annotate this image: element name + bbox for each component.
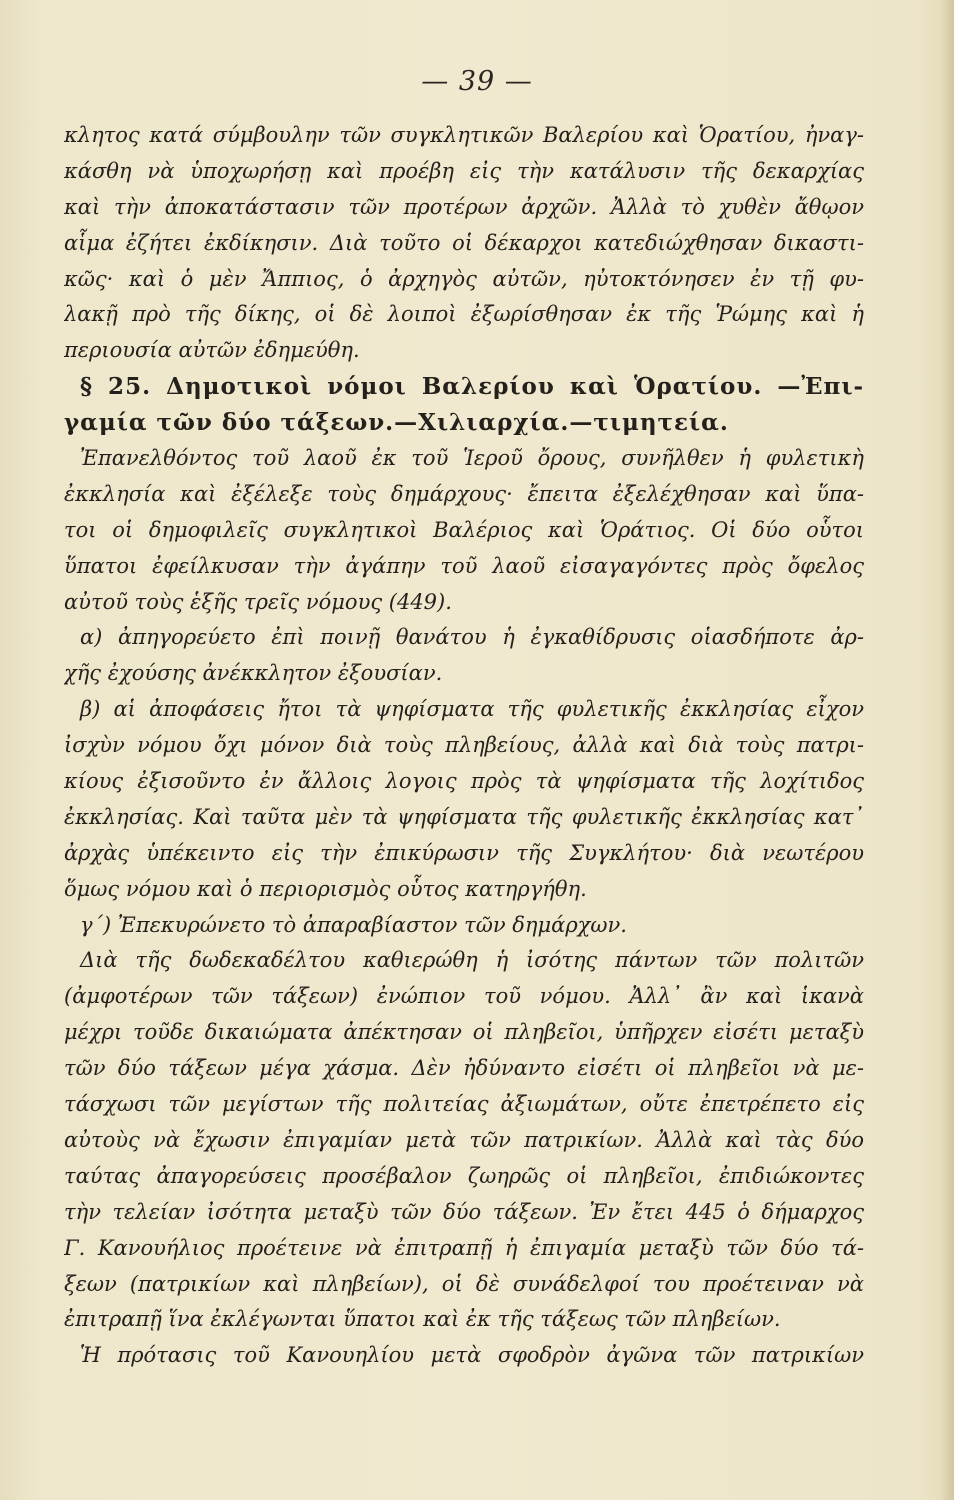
text-line: ξεων (πατρικίων καὶ πληβείων), οἱ δὲ συνάδελφοί του προέτειναν νὰ	[64, 1271, 864, 1296]
section-heading: § 25. Δημοτικοὶ νόμοι Βαλερίου καὶ Ὁρατίου. —Ἐπι-	[80, 373, 864, 401]
text-line: γ´) Ἐπεκυρώνετο τὸ ἀπαραβίαστον τῶν δημάρχων.	[80, 912, 627, 937]
text-line: ἀρχὰς ὑπέκειντο εἰς τὴν ἐπικύρωσιν τῆς Συγκλήτου· διὰ νεωτέρου	[64, 840, 864, 865]
page-number: — 39 —	[421, 66, 533, 97]
text-line: Γ. Κανουήλιος προέτεινε νὰ ἐπιτραπῇ ἡ ἐπιγαμία μεταξὺ τῶν δύο τά-	[64, 1235, 864, 1260]
text-line: λακῇ πρὸ τῆς δίκης, οἱ δὲ λοιποὶ ἐξωρίσθησαν ἐκ τῆς Ῥώμης καὶ ἡ	[64, 302, 864, 327]
text-line: Ἐπανελθόντος τοῦ λαοῦ ἐκ τοῦ Ἱεροῦ ὄρους, συνῆλθεν ἡ φυλετικὴ	[80, 446, 864, 471]
text-line: κλητος κατά σύμβουλην τῶν συγκλητικῶν Βαλερίου καὶ Ὁρατίου, ἠναγ-	[64, 123, 864, 147]
text-line: ἐκκλησία καὶ ἐξέλεξε τοὺς δημάρχους· ἔπειτα ἐξελέχθησαν καὶ ὕπα-	[64, 481, 864, 506]
text-line: τάσχωσι τῶν μεγίστων τῆς πολιτείας ἀξιωμάτων, οὔτε ἐπετρέπετο εἰς	[64, 1092, 864, 1117]
section-heading: γαμία τῶν δύο τάξεων.—Χιλιαρχία.—τιμητεία.	[64, 409, 729, 437]
text-line: ὕπατοι ἐφείλκυσαν τὴν ἀγάπην τοῦ λαοῦ εἰσαγαγόντες πρὸς ὄφελος	[64, 553, 864, 578]
text-line: τὴν τελείαν ἰσότητα μεταξὺ τῶν δύο τάξεων. Ἐν ἔτει 445 ὁ δήμαρχος	[64, 1199, 864, 1224]
text-line: περιουσία αὐτῶν ἐδημεύθη.	[64, 338, 360, 363]
text-line: καὶ τὴν ἀποκατάστασιν τῶν προτέρων ἀρχῶν. Ἀλλὰ τὸ χυθὲν ἄθῳον	[64, 194, 864, 219]
text-line: ὅμως νόμου καὶ ὁ περιορισμὸς οὗτος κατηργήθη.	[64, 876, 587, 901]
text-line: ἐπιτραπῇ ἵνα ἐκλέγωνται ὕπατοι καὶ ἐκ τῆς τάξεως τῶν πληβείων.	[64, 1307, 781, 1332]
text-line: κῶς· καὶ ὁ μὲν Ἄππιος, ὁ ἀρχηγὸς αὐτῶν, ηὐτοκτόνησεν ἐν τῇ φυ-	[64, 266, 864, 291]
text-line: μέχρι τοῦδε δικαιώματα ἀπέκτησαν οἱ πληβεῖοι, ὑπῆρχεν εἰσέτι μεταξὺ	[64, 1020, 864, 1045]
text-line: Ἡ πρότασις τοῦ Κανουηλίου μετὰ σφοδρὸν ἀγῶνα τῶν πατρικίων	[80, 1343, 864, 1368]
text-line: ἐκκλησίας. Καὶ ταῦτα μὲν τὰ ψηφίσματα τῆς φυλετικῆς ἐκκλησίας κατ᾽	[64, 804, 864, 829]
text-line: κίους ἐξισοῦντο ἐν ἄλλοις λογοις πρὸς τὰ ψηφίσματα τῆς λοχίτιδος	[64, 769, 864, 794]
text-line: (ἀμφοτέρων τῶν τάξεων) ἐνώπιον τοῦ νόμου. Ἀλλ᾽ ἂν καὶ ἱκανὰ	[64, 984, 864, 1009]
text-line: ταύτας ἀπαγορεύσεις προσέβαλον ζωηρῶς οἱ πληβεῖοι, ἐπιδιώκοντες	[64, 1163, 864, 1188]
text-line: α) ἀπηγορεύετο ἐπὶ ποινῇ θανάτου ἡ ἐγκαθίδρυσις οἱασδήποτε ἀρ-	[80, 625, 864, 650]
text-line: αἷμα ἐζήτει ἐκδίκησιν. Διὰ τοῦτο οἱ δέκαρχοι κατεδιώχθησαν δικαστι-	[64, 230, 864, 255]
text-line: κάσθη νὰ ὑποχωρήσῃ καὶ προέβη εἰς τὴν κατάλυσιν τῆς δεκαρχίας	[64, 158, 864, 183]
text-line: αὐτοῦ τοὺς ἑξῆς τρεῖς νόμους (449).	[64, 589, 452, 614]
page-edge-shadow	[940, 0, 954, 1500]
text-line: τῶν δύο τάξεων μέγα χάσμα. Δὲν ἠδύναντο εἰσέτι οἱ πληβεῖοι νὰ με-	[64, 1056, 864, 1081]
text-line: β) αἱ ἀποφάσεις ἤτοι τὰ ψηφίσματα τῆς φυλετικῆς ἐκκλησίας εἶχον	[80, 697, 864, 722]
text-line: χῆς ἐχούσης ἀνέκκλητον ἐξουσίαν.	[64, 661, 443, 686]
text-line: τοι οἱ δημοφιλεῖς συγκλητικοὶ Βαλέριος καὶ Ὁράτιος. Οἱ δύο οὗτοι	[64, 517, 864, 542]
text-line: Διὰ τῆς δωδεκαδέλτου καθιερώθη ἡ ἰσότης πάντων τῶν πολιτῶν	[80, 948, 864, 973]
body-text	[64, 118, 864, 1374]
text-line: αὐτοὺς νὰ ἔχωσιν ἐπιγαμίαν μετὰ τῶν πατρικίων. Ἀλλὰ καὶ τὰς δύο	[64, 1127, 864, 1152]
text-line: ἰσχὺν νόμου ὄχι μόνον διὰ τοὺς πληβείους, ἀλλὰ καὶ διὰ τοὺς πατρι-	[64, 733, 864, 758]
